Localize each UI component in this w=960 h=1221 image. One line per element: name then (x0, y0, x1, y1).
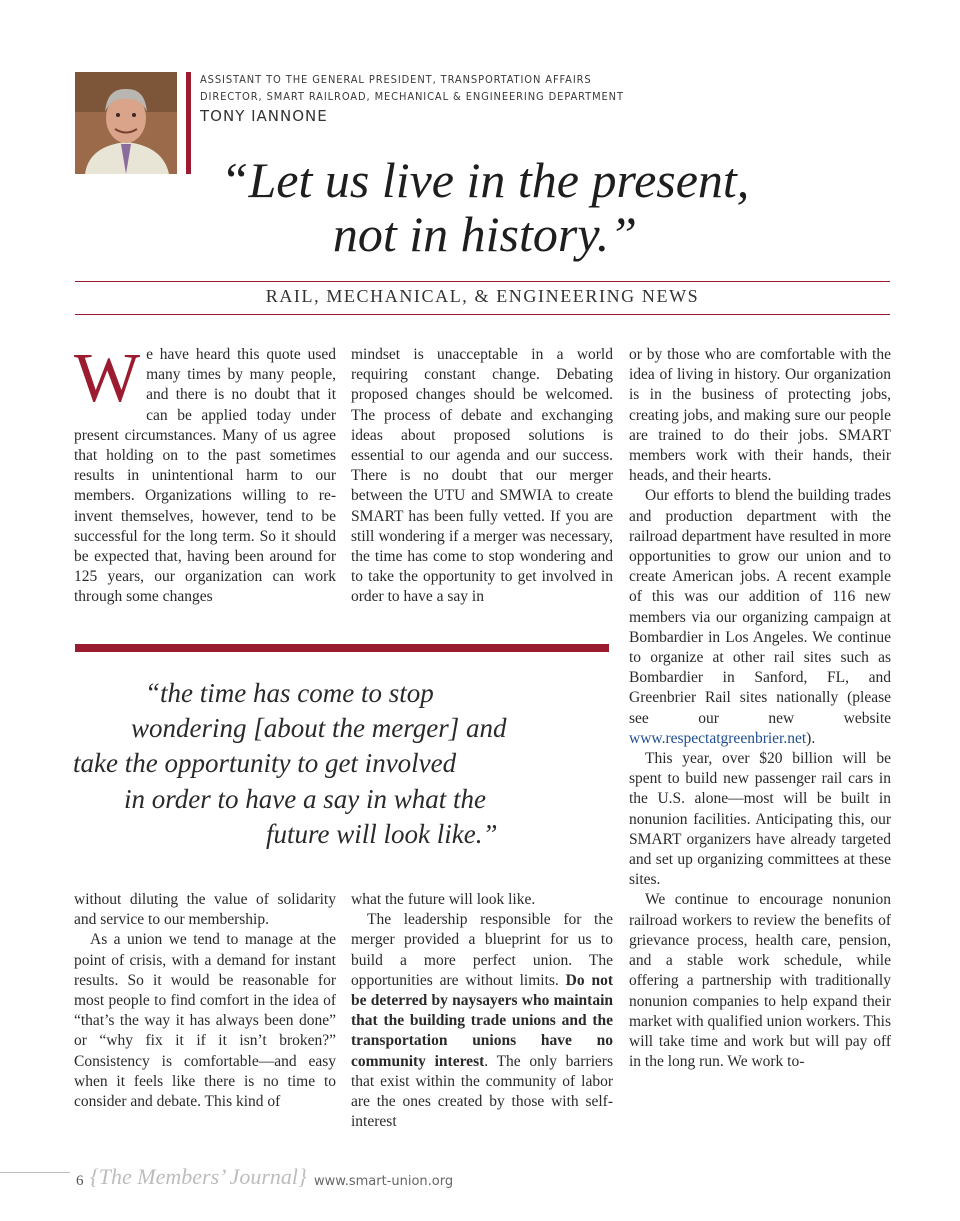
footer-url[interactable]: www.smart-union.org (314, 1174, 454, 1189)
headline-line-1: “Let us live in the present, (220, 152, 750, 208)
paragraph-text: ). (806, 729, 816, 747)
article-column-3 (629, 345, 891, 1072)
article-paragraph (629, 486, 891, 749)
article-paragraph: As a union we tend to manage at the point of crisis, with a demand for instant results. So it would be reasonable for most people to find comfort in the idea of “that’s the way it has always been done” or “why fix it if it isn’t broken?” Consistency is comfortable—and easy when it feels like there is no time to consider and debate. This kind of (74, 931, 336, 1111)
section-title: RAIL, MECHANICAL, & ENGINEERING NEWS (265, 286, 700, 306)
article-paragraph (351, 910, 613, 1132)
paragraph-text: . (484, 1052, 489, 1070)
drop-cap: W (74, 340, 141, 417)
article-paragraph (74, 340, 336, 608)
article-column-2-top (351, 345, 613, 608)
bold-statement: Do not be deterred by naysayers who maintain that the building trade unions and the transportation unions have no community interest (351, 971, 613, 1070)
footer-rule (0, 1172, 70, 1173)
article-paragraph: or by those who are comfortable with the idea of living in history. Our organization is in the business of protecting jobs, creating jobs, and making sure our people are trained to do their jobs. SMART members work with their hands, their heads, and their hearts. (629, 346, 891, 485)
section-rule-top (75, 281, 890, 282)
paragraph-text: The only barriers that exist within the community of labor are the ones created by those with self-interest (351, 1052, 613, 1131)
article-paragraph: mindset is unacceptable in a world requiring constant change. Debating proposed changes should be welcomed. The process of debate and exchanging ideas about proposed solutions is essential to our agenda and our success. There is no doubt that our merger between the UTU and SMWIA to create SMART has been fully vetted. If you are still wondering if a merger was necessary, the time has come to stop wondering and to take the opportunity to get involved in order to have a say in (351, 346, 613, 606)
article-column-1-top (74, 340, 336, 608)
paragraph-text: Our efforts to blend the building trades and production department with the railroad department have resulted in more opportunities to grow our union and to create American jobs. A recent example of this was our addition of 116 new members via our organizing campaign at Bombardier in Los Angeles. We continue to organize at other rail sites such as Bombardier in Sanford, FL, and Greenbrier Rail sites nationally (please see our new website (629, 487, 891, 727)
author-title-line-1: ASSISTANT TO THE GENERAL PRESIDENT, TRANSPORTATION AFFAIRS (200, 73, 592, 86)
pull-quote-line-1: “the time has come to stop (145, 678, 434, 708)
article-paragraph: what the future will look like. (351, 891, 536, 908)
author-title-line-2: DIRECTOR, SMART RAILROAD, MECHANICAL & ENGINEERING DEPARTMENT (200, 90, 624, 103)
pull-quote-bar (75, 644, 609, 652)
paragraph-text: e have heard this quote used many times by many people, and there is no doubt that it can be applied today under present circumstances. Many of us agree that holding on to the past sometimes results in unintentional harm to our members. Organizations willing to re-invent themselves, however, tend to be successful for the long term. So it should be expected that, having been around for 125 years, our organization can work through some changes (74, 346, 336, 606)
article-paragraph: without diluting the value of solidarity and service to our membership. (74, 891, 336, 929)
pull-quote-line-4: in order to have a say in what the (124, 784, 486, 814)
paragraph-text: The leadership responsible for the merger provided a blueprint for us to build a more perfect union. The opportunities are without limits. (351, 911, 613, 989)
page-number: 6 (76, 1173, 84, 1189)
pull-quote-line-2: wondering [about the merger] and (131, 713, 507, 743)
pull-quote-line-3: take the opportunity to get involved (73, 748, 457, 778)
article-column-2-bottom (351, 890, 613, 1132)
article-column-1-bottom (74, 890, 336, 1112)
website-link[interactable]: www.respectatgreenbrier.net (629, 729, 807, 747)
journal-name: {The Members’ Journal} (90, 1164, 307, 1189)
author-name: TONY IANNONE (200, 107, 328, 125)
article-paragraph: This year, over $20 billion will be spent to build new passenger rail cars in the U.S. alone—most will be built in nonunion facilities. Anticipating this, our SMART organizers have already targeted and set up organizing committees at these sites. (629, 750, 891, 889)
headline-line-2: not in history.” (332, 206, 638, 262)
section-rule-bottom (75, 314, 890, 315)
article-paragraph: We continue to encourage nonunion railroad workers to review the benefits of grievance process, health care, pension, and a stable work schedule, while offering a partnership with traditionally nonunion companies to help expand their market with qualified union workers. This will take time and work but will pay off in the long run. We work to- (629, 891, 891, 1071)
pull-quote-line-5: future will look like.” (266, 819, 498, 849)
